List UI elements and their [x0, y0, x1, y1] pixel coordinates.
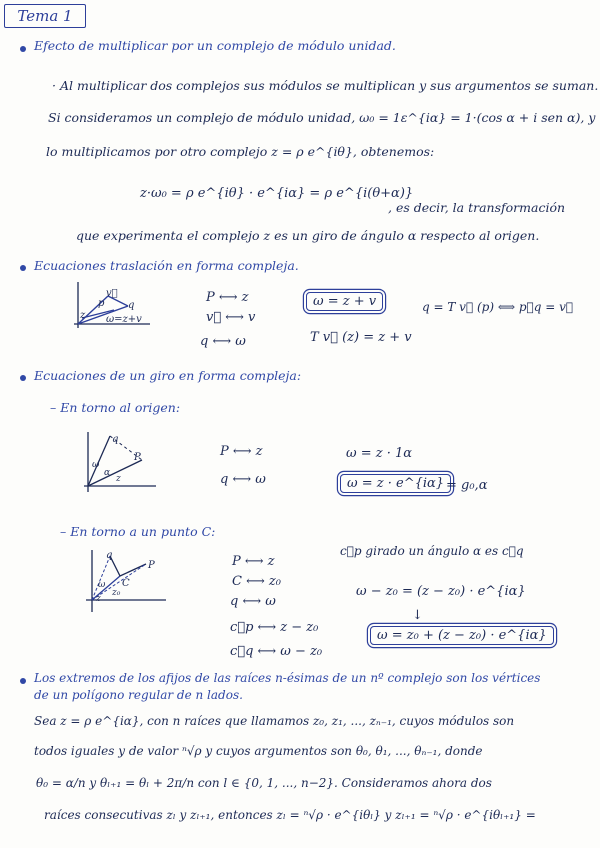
- figure-label: z₀: [112, 588, 121, 598]
- boxed-equation: ω = z₀ + (z − z₀) · e^{iα}: [370, 626, 554, 645]
- equation: z·ω₀ = ρ e^{iθ} · e^{iα} = ρ e^{i(θ+α)}: [140, 186, 414, 201]
- figure-label: z: [96, 594, 101, 604]
- figure-label: C: [122, 578, 130, 589]
- boxed-equation: ω = z + v: [306, 292, 383, 311]
- text-line: raíces consecutivas zₗ y zₗ₊₁, entonces zₗ = ⁿ√ρ · e^{iθₗ} y zₗ₊₁ = ⁿ√ρ · e^{iθₗ₊₁} =: [44, 808, 536, 822]
- section-heading-roots-cont: de un polígono regular de n lados.: [34, 688, 243, 702]
- equation: ω − z₀ = (z − z₀) · e^{iα}: [356, 584, 526, 599]
- subheading: – En torno al origen:: [50, 400, 181, 415]
- correspondence: c⃗p ⟷ z − z₀: [230, 620, 319, 635]
- text-line: Si consideramos un complejo de módulo unidad, ω₀ = 1ε^{iα} = 1·(cos α + i sen α), y: [48, 110, 596, 125]
- section-heading-roots: Los extremos de los afijos de las raíces n-ésimas de un nº complejo son los vértices: [34, 671, 541, 685]
- section-heading-rotation: Ecuaciones de un giro en forma compleja:: [34, 368, 302, 383]
- equation: = g₀,α: [446, 478, 488, 493]
- bullet-dot: [20, 265, 26, 271]
- page-title: Tema 1: [4, 4, 86, 28]
- text-line: lo multiplicamos por otro complejo z = ρ e^{iθ}, obtenemos:: [46, 144, 435, 159]
- correspondence: q ⟷ ω: [230, 594, 276, 609]
- correspondence: q ⟷ ω: [220, 472, 266, 487]
- section-heading-multiplication: Efecto de multiplicar por un complejo de módulo unidad.: [34, 38, 396, 53]
- figure-label: v⃗: [106, 288, 118, 299]
- correspondence: q ⟷ ω: [200, 334, 246, 349]
- bullet-dot: [20, 375, 26, 381]
- figure-label: q: [128, 300, 135, 311]
- correspondence: P ⟷ z: [206, 290, 249, 305]
- text-line: · Al multiplicar dos complejos sus módulos se multiplican y sus argumentos se suman.: [52, 78, 599, 93]
- figure-label: q: [112, 434, 119, 445]
- figure-label: ω: [98, 580, 106, 590]
- equation: q = T v⃗ (p) ⟺ p⃗q = v⃗: [422, 300, 574, 314]
- figure-label: z: [80, 310, 86, 321]
- correspondence: C ⟷ z₀: [232, 574, 281, 589]
- subheading: – En torno a un punto C:: [60, 524, 216, 539]
- text-line: Sea z = ρ e^{iα}, con n raíces que llamamos z₀, z₁, ..., zₙ₋₁, cuyos módulos son: [34, 714, 515, 728]
- figure-label: P: [148, 560, 155, 571]
- text-line: θ₀ = α/n y θₗ₊₁ = θₗ + 2π/n con l ∈ {0, 1, ..., n−2}. Consideramos ahora dos: [36, 776, 492, 790]
- figure-label: P: [134, 452, 141, 463]
- correspondence: P ⟷ z: [232, 554, 275, 569]
- text-line: , es decir, la transformación: [388, 200, 566, 215]
- arrow-down: ↓: [412, 608, 423, 623]
- equation: ω = z · 1α: [346, 446, 413, 461]
- bullet-dot: [20, 46, 26, 52]
- text-line: todos iguales y de valor ⁿ√ρ y cuyos argumentos son θ₀, θ₁, ..., θₙ₋₁, donde: [34, 744, 483, 758]
- equation: T v⃗ (z) = z + v: [310, 330, 412, 345]
- boxed-equation: ω = z · e^{iα}: [340, 474, 451, 493]
- correspondence: c⃗q ⟷ ω − z₀: [230, 644, 323, 659]
- correspondence: v⃗ ⟷ v: [206, 310, 256, 325]
- text-line: que experimenta el complejo z es un giro de ángulo α respecto al origen.: [76, 228, 540, 243]
- text-line: c⃗p girado un ángulo α es c⃗q: [340, 544, 524, 558]
- figure-label: α: [104, 468, 111, 478]
- figure-label: q: [106, 550, 113, 561]
- figure-label: p: [98, 298, 105, 309]
- figure-label: ω: [92, 460, 100, 470]
- section-heading-translation: Ecuaciones traslación en forma compleja.: [34, 258, 299, 273]
- bullet-dot: [20, 678, 26, 684]
- figure-label: ω=z+v: [106, 314, 142, 325]
- figure-label: z: [116, 474, 121, 484]
- correspondence: P ⟷ z: [220, 444, 263, 459]
